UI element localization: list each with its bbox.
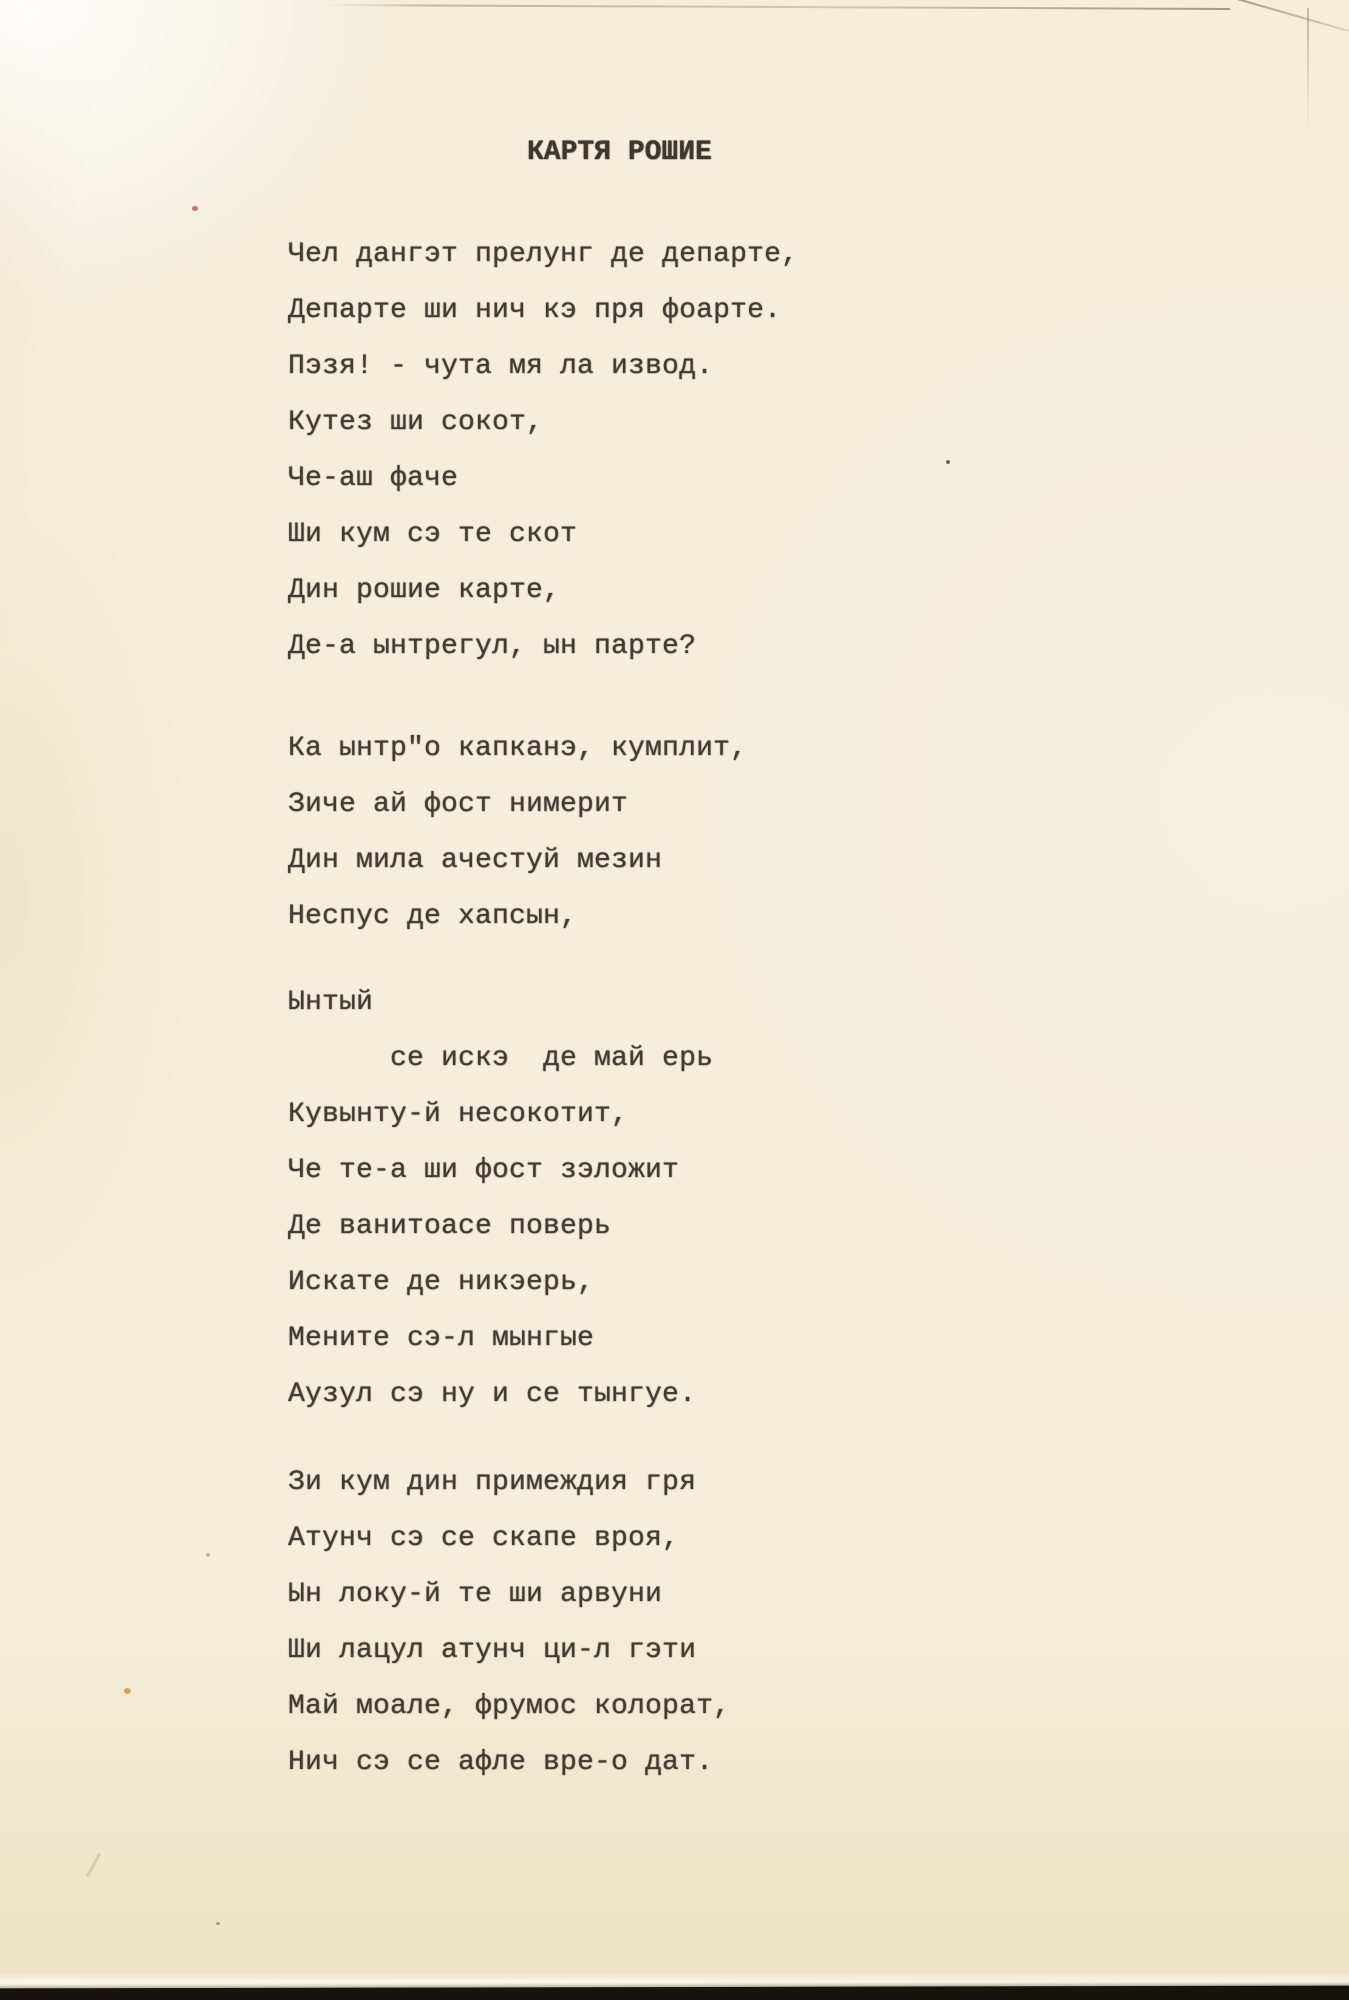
paper-right-edge bbox=[1307, 8, 1309, 133]
poem-line: Кувынту-й несокотит, bbox=[288, 1099, 629, 1130]
poem-stanza bbox=[288, 227, 798, 675]
poem-line: Ынтый bbox=[288, 987, 374, 1018]
poem-line: Че-аш фаче bbox=[288, 463, 459, 494]
poem-line: се искэ де май ерь bbox=[288, 1043, 714, 1074]
poem-line: Ши лацул атунч ци-л гэти bbox=[288, 1635, 697, 1666]
poem-line: Мените сэ-л мынгые bbox=[288, 1323, 595, 1354]
poem-line: Дин рошие карте, bbox=[288, 575, 561, 606]
poem-line: Май моале, фрумос колорат, bbox=[288, 1691, 731, 1722]
scan-bottom-strip bbox=[0, 1986, 1349, 2000]
poem-stanza bbox=[288, 721, 798, 945]
poem-line: Атунч сэ се скапе вроя, bbox=[288, 1523, 680, 1554]
poem-line: Де-а ынтрегул, ын парте? bbox=[288, 631, 697, 662]
poem-line: Зи кум дин примеждия гря bbox=[288, 1467, 697, 1498]
poem-line: Де ванитоасе поверь bbox=[288, 1211, 612, 1242]
paper-speck bbox=[124, 1688, 131, 1694]
poem-line: Аузул сэ ну и се тынгуе. bbox=[288, 1379, 697, 1410]
poem-title: КАРТЯ РОШИЕ bbox=[527, 137, 712, 168]
poem-stanza bbox=[288, 975, 798, 1423]
paper-speck bbox=[206, 1553, 210, 1557]
poem-line: Нич сэ се афле вре-о дат. bbox=[288, 1747, 714, 1778]
poem-line: Ын локу-й те ши арвуни bbox=[288, 1579, 663, 1610]
poem-body bbox=[288, 227, 798, 1791]
paper-corner-cut bbox=[1238, 0, 1349, 36]
poem-line: Дин мила ачестуй мезин bbox=[288, 845, 663, 876]
poem-line: Пэзя! - чута мя ла извод. bbox=[288, 351, 714, 382]
poem-line: Кутез ши сокот, bbox=[288, 407, 544, 438]
poem-line: Че те-а ши фост зэложит bbox=[288, 1155, 680, 1186]
paper-top-edge bbox=[325, 4, 1230, 10]
paper-speck bbox=[946, 460, 950, 464]
poem-stanza bbox=[288, 1455, 798, 1791]
poem-line: Зиче ай фост нимерит bbox=[288, 789, 629, 820]
paper-scratch bbox=[86, 1853, 101, 1877]
paper-speck bbox=[216, 1922, 220, 1925]
poem-line: Ка ынтр"о капканэ, кумплит, bbox=[288, 733, 748, 764]
poem-line: Искате де никэерь, bbox=[288, 1267, 595, 1298]
poem-line: Неспус де хапсын, bbox=[288, 901, 578, 932]
poem-line: Департе ши нич кэ пря фоарте. bbox=[288, 295, 782, 326]
paper-speck bbox=[192, 206, 198, 211]
poem-line: Чел дангэт прелунг де департе, bbox=[288, 239, 799, 270]
poem-line: Ши кум сэ те скот bbox=[288, 519, 578, 550]
